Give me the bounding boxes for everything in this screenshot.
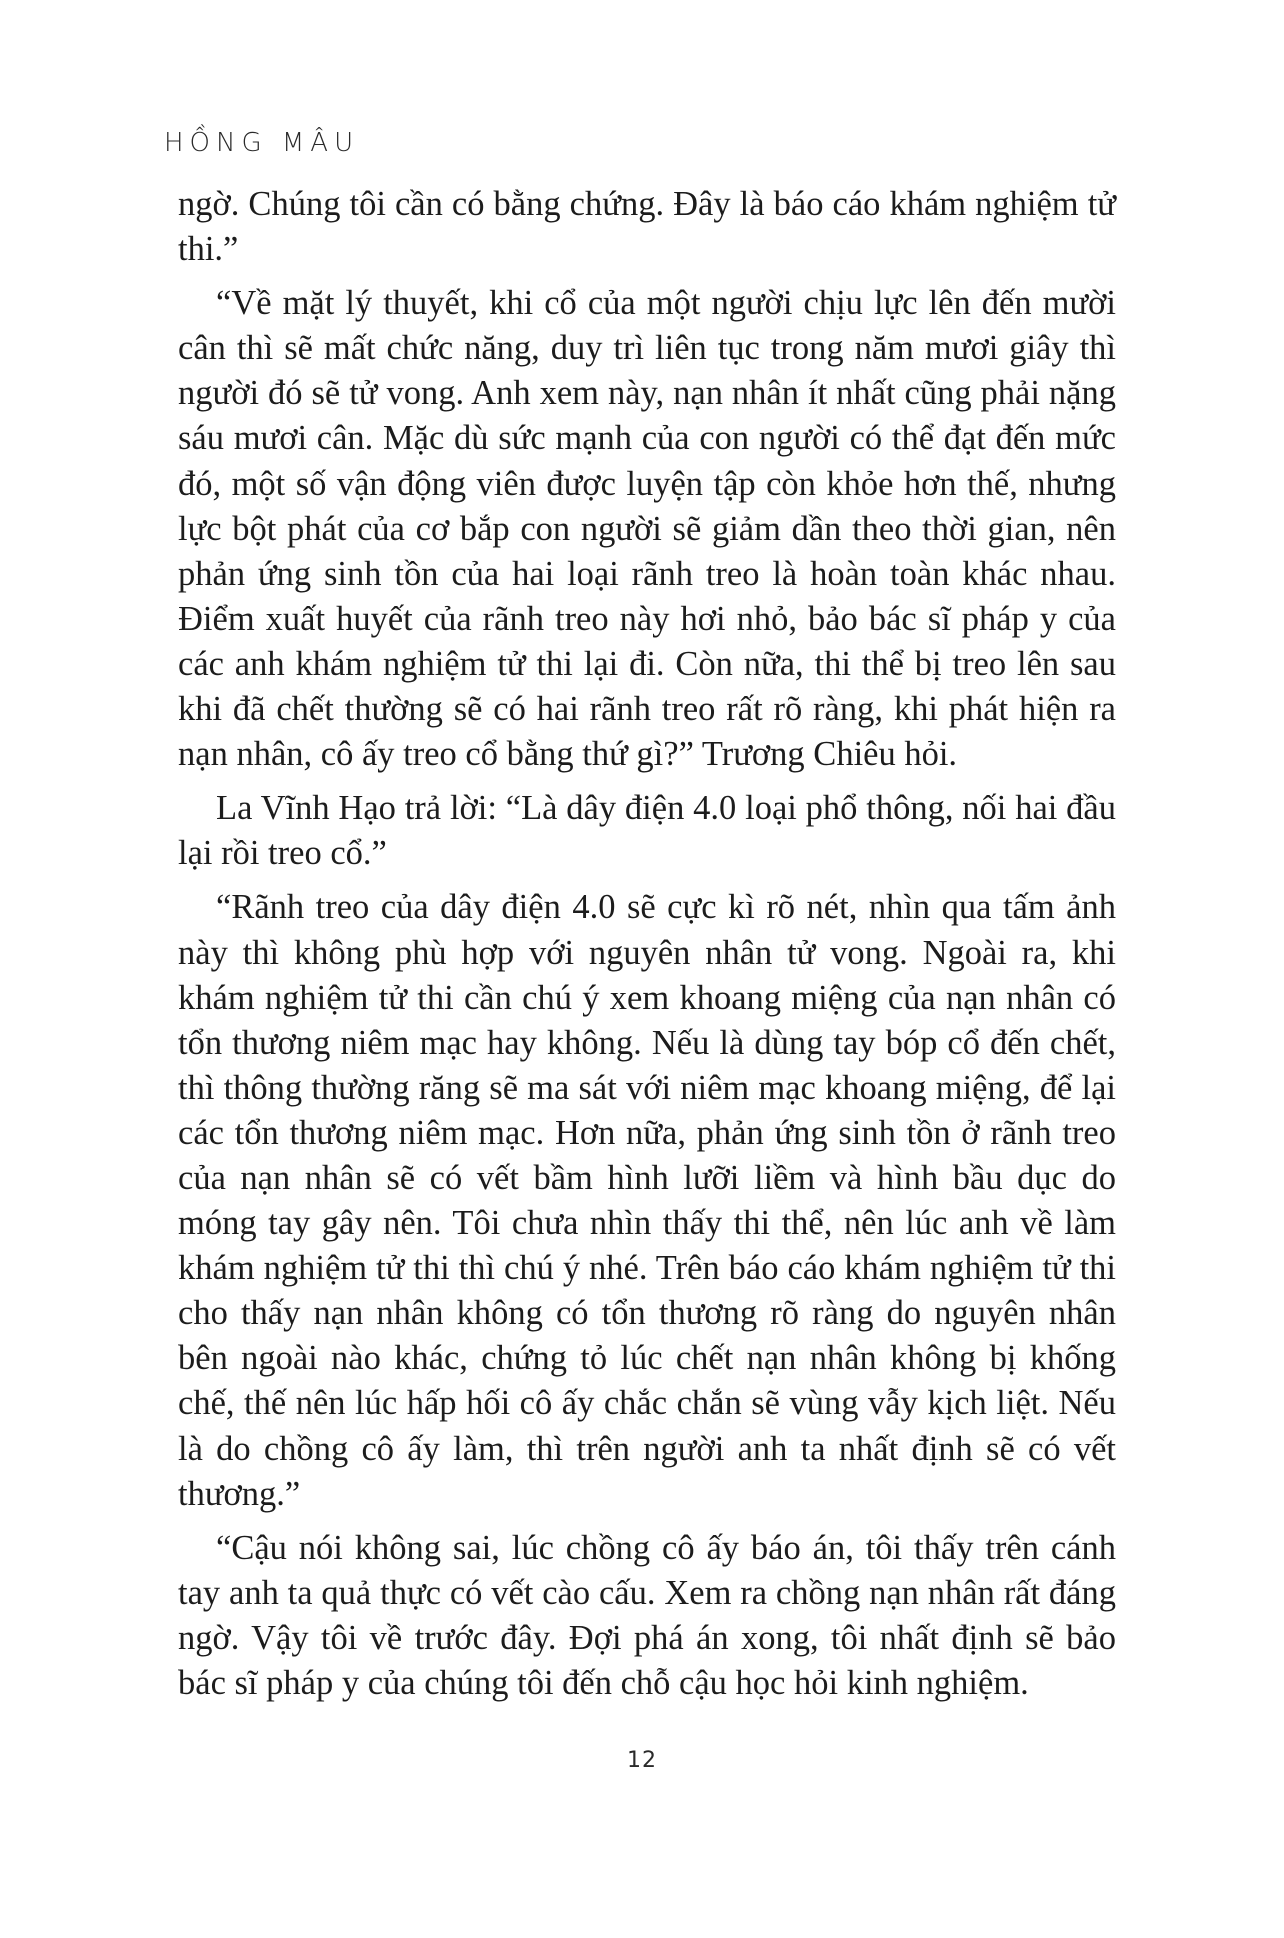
body-text (178, 182, 1116, 1715)
page-number: 12 (627, 1748, 657, 1773)
paragraph: “Về mặt lý thuyết, khi cổ của một người chịu lực lên đến mười cân thì sẽ mất chức năng, duy trì liên tục trong năm mươi giây thì người đó sẽ tử vong. Anh xem này, nạn nhân ít nhất cũng phải nặng sáu mươi cân. Mặc dù sức mạnh của con người có thể đạt đến mức đó, một số vận động viên được luyện tập còn khỏe hơn thế, nhưng lực bột phát của cơ bắp con người sẽ giảm dần theo thời gian, nên phản ứng sinh tồn của hai loại rãnh treo là hoàn toàn khác nhau. Điểm xuất huyết của rãnh treo này hơi nhỏ, bảo bác sĩ pháp y của các anh khám nghiệm tử thi lại đi. Còn nữa, thi thể bị treo lên sau khi đã chết thường sẽ có hai rãnh treo rất rõ ràng, khi phát hiện ra nạn nhân, cô ấy treo cổ bằng thứ gì?” Trương Chiêu hỏi. (178, 284, 1116, 774)
paragraph: “Cậu nói không sai, lúc chồng cô ấy báo án, tôi thấy trên cánh tay anh ta quả thực có vết cào cấu. Xem ra chồng nạn nhân rất đáng ngờ. Vậy tôi về trước đây. Đợi phá án xong, tôi nhất định sẽ bảo bác sĩ pháp y của chúng tôi đến chỗ cậu học hỏi kinh nghiệm. (178, 1528, 1116, 1702)
paragraph: “Rãnh treo của dây điện 4.0 sẽ cực kì rõ nét, nhìn qua tấm ảnh này thì không phù hợp với nguyên nhân tử vong. Ngoài ra, khi khám nghiệm tử thi cần chú ý xem khoang miệng của nạn nhân có tổn thương niêm mạc hay không. Nếu là dùng tay bóp cổ đến chết, thì thông thường răng sẽ ma sát với niêm mạc khoang miệng, để lại các tổn thương niêm mạc. Hơn nữa, phản ứng sinh tồn ở rãnh treo của nạn nhân sẽ có vết bầm hình lưỡi liềm và hình bầu dục do móng tay gây nên. Tôi chưa nhìn thấy thi thể, nên lúc anh về làm khám nghiệm tử thi thì chú ý nhé. Trên báo cáo khám nghiệm tử thi cho thấy nạn nhân không có tổn thương rõ ràng do nguyên nhân bên ngoài nào khác, chứng tỏ lúc chết nạn nhân không bị khống chế, thế nên lúc hấp hối cô ấy chắc chắn sẽ vùng vẫy kịch liệt. Nếu là do chồng cô ấy làm, thì trên người anh ta nhất định sẽ có vết thương.” (178, 888, 1116, 1513)
paragraph-continuation: ngờ. Chúng tôi cần có bằng chứng. Đây là báo cáo khám nghiệm tử thi.” (178, 185, 1116, 269)
paragraph: La Vĩnh Hạo trả lời: “Là dây điện 4.0 loại phổ thông, nối hai đầu lại rồi treo cổ.” (178, 789, 1116, 873)
running-title: HỒNG MÂU (164, 128, 360, 158)
